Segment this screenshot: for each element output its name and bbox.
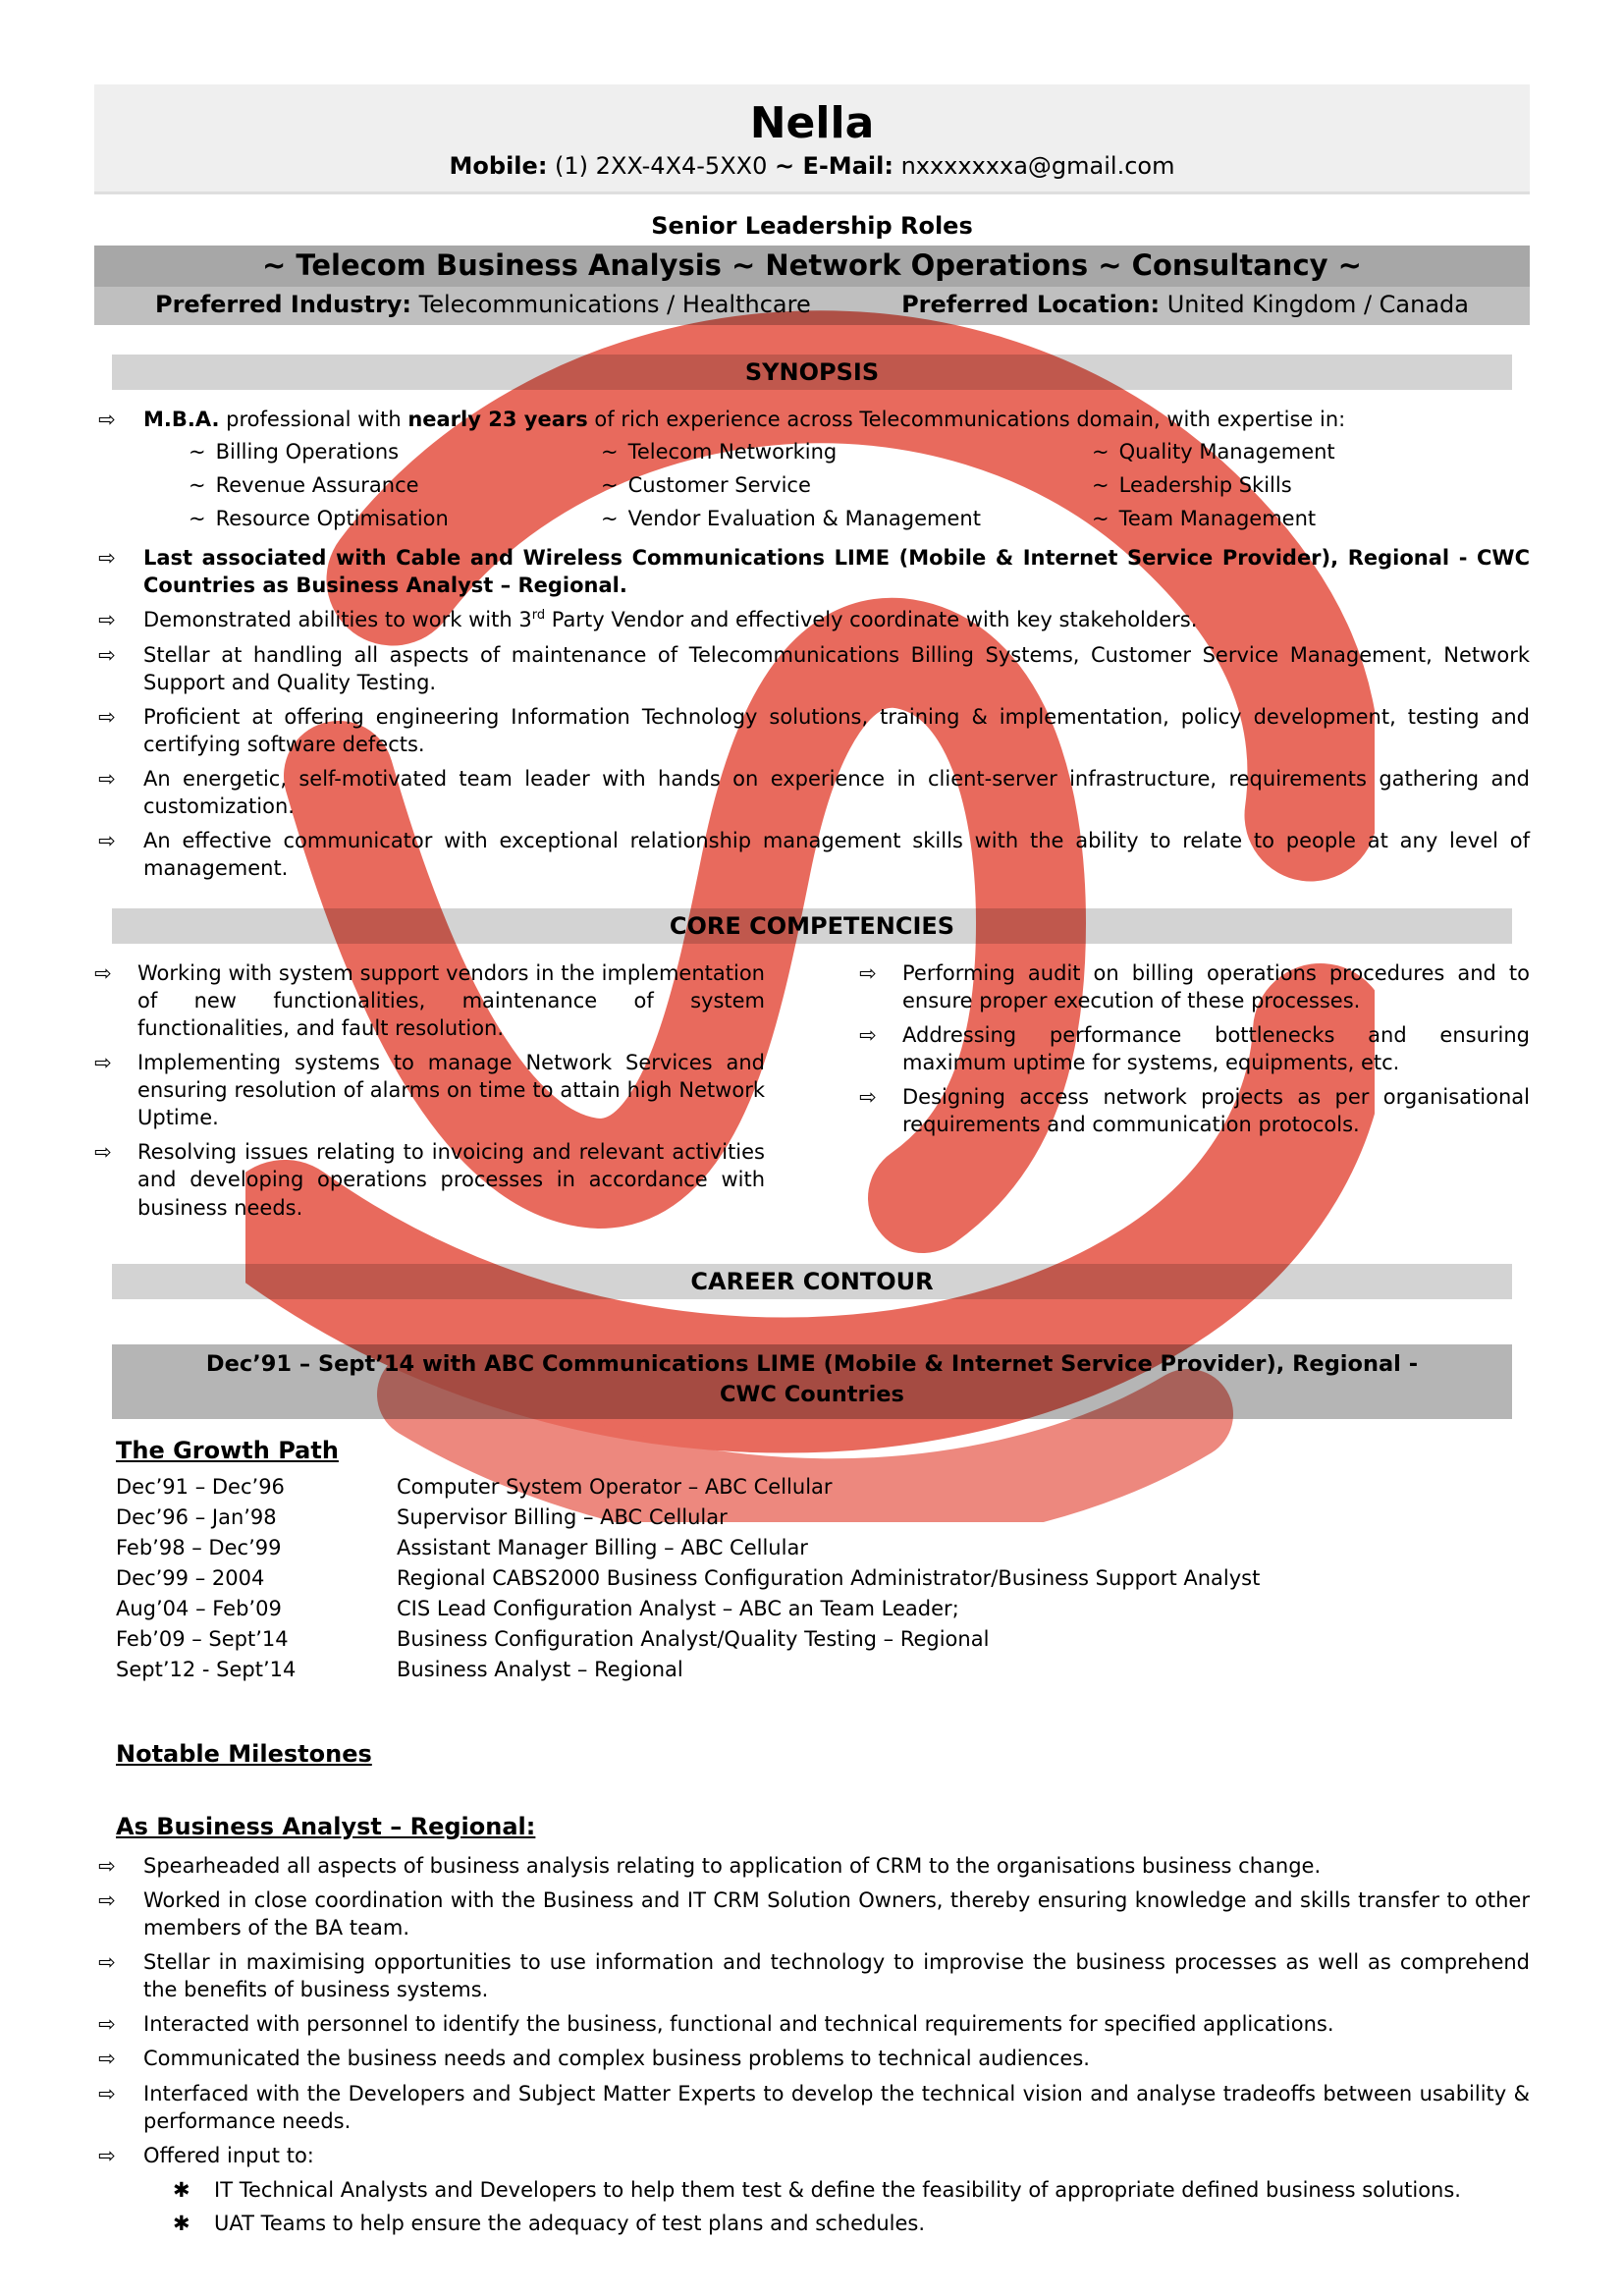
growth-row [116, 1533, 1530, 1563]
synopsis-intro-bullet [94, 406, 1530, 433]
arrow-bullet-icon: ⇨ [859, 1085, 877, 1109]
arrow-bullet-icon: ⇨ [98, 1887, 116, 1912]
preferred-industry-value: Telecommunications / Healthcare [411, 291, 811, 318]
preferred-industry-label: Preferred Industry: [155, 291, 412, 318]
career-contour-section-header: CAREER CONTOUR [112, 1264, 1512, 1299]
star-bullet-icon: ✱ [173, 2177, 190, 2202]
arrow-bullet-icon: ⇨ [98, 642, 116, 667]
intro-text-1: professional with [219, 408, 408, 431]
expertise-item [1092, 473, 1530, 497]
arrow-bullet-icon: ⇨ [98, 2081, 116, 2105]
synopsis-section-header: SYNOPSIS [112, 355, 1512, 390]
milestone-text: Interfaced with the Developers and Subject Matter Experts to develop the technical vision and analyse tradeoffs between usability & performance needs. [143, 2081, 1530, 2133]
arrow-bullet-icon: ⇨ [98, 546, 116, 571]
synopsis-bullet-text: Stellar at handling all aspects of maintenance of Telecommunications Billing Systems, Customer Service Management, Network Support and Quality Testing. [143, 642, 1530, 694]
growth-role: Supervisor Billing – ABC Cellular [397, 1504, 728, 1529]
growth-row [116, 1655, 1530, 1685]
expertise-label: Resource Optimisation [215, 507, 449, 531]
expertise-item [189, 507, 601, 530]
arrow-bullet-icon: ⇨ [98, 408, 116, 431]
milestone-text: Spearheaded all aspects of business analysis relating to application of CRM to the organisations business change. [143, 1853, 1322, 1878]
tilde-bullet: ~ [601, 507, 619, 531]
milestone-bullet [94, 1886, 1530, 1941]
core-bullet [94, 1049, 765, 1131]
growth-role: Business Analyst – Regional [397, 1657, 683, 1681]
synopsis-lead-text: Last associated with Cable and Wireless Communications LIME (Mobile & Internet Service Provider), Regional - CWC Countries as Business Analyst – Regional. [143, 546, 1530, 598]
milestone-bullet [94, 2080, 1530, 2135]
growth-period: Aug’04 – Feb’09 [116, 1596, 282, 1620]
mobile-label: Mobile: [449, 152, 548, 180]
core-bullet [859, 1021, 1530, 1076]
milestone-text: Stellar in maximising opportunities to use information and technology to improvise the business processes as well as comprehend the benefits of business systems. [143, 1950, 1530, 2002]
mobile-value: (1) 2XX-4X4-5XX0 [547, 152, 775, 180]
expertise-item [601, 507, 1092, 530]
milestone-bullet [94, 2045, 1530, 2072]
synopsis-bullet [94, 703, 1530, 758]
arrow-bullet-icon: ⇨ [98, 2047, 116, 2071]
expertise-label: Vendor Evaluation & Management [627, 507, 981, 531]
growth-period: Dec’91 – Dec’96 [116, 1474, 285, 1499]
tilde-bullet: ~ [601, 473, 619, 498]
synopsis-bullet [94, 827, 1530, 882]
expertise-label: Telecom Networking [627, 440, 838, 465]
milestone-bullet [94, 1948, 1530, 2003]
synopsis-bullet [94, 544, 1530, 599]
contact-separator: ~ [774, 152, 795, 180]
synopsis-bullet [94, 765, 1530, 820]
arrow-bullet-icon: ⇨ [94, 1140, 112, 1165]
growth-role: Business Configuration Analyst/Quality Testing – Regional [397, 1626, 990, 1651]
arrow-bullet-icon: ⇨ [98, 2143, 116, 2167]
expertise-item [601, 440, 1092, 464]
title-banner: ~ Telecom Business Analysis ~ Network Operations ~ Consultancy ~ [94, 246, 1530, 287]
growth-row [116, 1563, 1530, 1594]
tilde-bullet: ~ [189, 473, 206, 498]
business-analyst-role-heading: As Business Analyst – Regional: [116, 1812, 536, 1840]
growth-row [116, 1503, 1530, 1533]
tilde-bullet: ~ [601, 440, 619, 465]
synopsis-vendor-text [143, 606, 1530, 633]
growth-role: Computer System Operator – ABC Cellular [397, 1474, 833, 1499]
arrow-bullet-icon: ⇨ [98, 767, 116, 791]
expertise-label: Quality Management [1118, 440, 1335, 465]
career-company-banner: Dec’91 – Sept’14 with ABC Communications LIME (Mobile & Internet Service Provider), Regional - CWC Countries [112, 1344, 1512, 1419]
expertise-label: Revenue Assurance [215, 473, 419, 498]
preferred-location [901, 291, 1469, 318]
expertise-grid [94, 440, 1530, 530]
growth-role: Assistant Manager Billing – ABC Cellular [397, 1535, 808, 1559]
growth-path-heading: The Growth Path [116, 1436, 339, 1464]
core-bullet-text: Designing access network projects as per organisational requirements and communication protocols. [902, 1085, 1530, 1137]
core-right-column [859, 959, 1530, 1229]
tilde-bullet: ~ [1092, 440, 1110, 465]
star-bullet-icon: ✱ [173, 2212, 190, 2235]
growth-period: Dec’99 – 2004 [116, 1565, 265, 1590]
milestone-bullet [94, 2010, 1530, 2038]
core-bullet-text: Working with system support vendors in the implementation of new functionalities, maintenance of system functionalities, and fault resolution. [137, 960, 765, 1040]
intro-mba: M.B.A. [143, 408, 220, 431]
arrow-bullet-icon: ⇨ [859, 1022, 877, 1047]
milestone-sub-bullet [173, 2176, 1530, 2204]
milestone-sub-text: IT Technical Analysts and Developers to help them test & define the feasibility of appropriate defined business solutions. [214, 2177, 1461, 2202]
growth-period: Dec’96 – Jan’98 [116, 1504, 277, 1529]
milestone-sub-text: UAT Teams to help ensure the adequacy of test plans and schedules. [214, 2212, 926, 2235]
milestone-text: Worked in close coordination with the Business and IT CRM Solution Owners, thereby ensuring knowledge and skills transfer to other members of the BA team. [143, 1887, 1530, 1940]
synopsis-bullet [94, 641, 1530, 696]
tilde-bullet: ~ [189, 440, 206, 465]
expertise-item [601, 473, 1092, 497]
vendor-pre: Demonstrated abilities to work with 3 [143, 608, 532, 632]
arrow-bullet-icon: ⇨ [859, 960, 877, 985]
arrow-bullet-icon: ⇨ [94, 960, 112, 985]
growth-row [116, 1624, 1530, 1655]
email-value: nxxxxxxxa@gmail.com [893, 152, 1175, 180]
core-competencies-section-header: CORE COMPETENCIES [112, 908, 1512, 944]
arrow-bullet-icon: ⇨ [98, 1950, 116, 1974]
intro-text-2: of rich experience across Telecommunications domain, with expertise in: [587, 408, 1346, 431]
growth-path-table [116, 1472, 1530, 1685]
core-bullet [859, 959, 1530, 1014]
growth-role: Regional CABS2000 Business Configuration Administrator/Business Support Analyst [397, 1565, 1261, 1590]
notable-milestones-heading: Notable Milestones [116, 1739, 372, 1768]
vendor-sup: rd [531, 608, 546, 624]
contact-line [94, 152, 1530, 180]
expertise-label: Billing Operations [215, 440, 400, 465]
intro-years: nearly 23 years [407, 408, 588, 431]
email-label: E-Mail: [794, 152, 893, 180]
expertise-item [189, 440, 601, 464]
growth-period: Feb’98 – Dec’99 [116, 1535, 282, 1559]
header-divider [94, 191, 1530, 194]
milestone-sub-bullet [173, 2210, 1530, 2237]
core-left-column [94, 959, 765, 1229]
milestone-text: Interacted with personnel to identify the business, functional and technical requirements for specified applications. [143, 2012, 1334, 2037]
core-bullet [859, 1083, 1530, 1138]
expertise-item [189, 473, 601, 497]
preferred-location-label: Preferred Location: [901, 291, 1161, 318]
growth-role: CIS Lead Configuration Analyst – ABC an Team Leader; [397, 1596, 959, 1620]
preferred-location-value: United Kingdom / Canada [1160, 291, 1469, 318]
growth-period: Sept’12 - Sept’14 [116, 1657, 297, 1681]
milestone-text: Offered input to: [143, 2143, 314, 2167]
candidate-name: Nella [749, 98, 875, 148]
synopsis-bullet [94, 606, 1530, 633]
expertise-item [1092, 507, 1530, 530]
synopsis-bullet-text: Proficient at offering engineering Information Technology solutions, training & implementation, policy development, testing and certifying software defects. [143, 704, 1530, 756]
arrow-bullet-icon: ⇨ [98, 704, 116, 729]
vendor-post: Party Vendor and effectively coordinate with key stakeholders. [545, 608, 1198, 632]
core-bullet-text: Performing audit on billing operations procedures and to ensure proper execution of these processes. [902, 960, 1530, 1012]
core-bullet-text: Addressing performance bottlenecks and ensuring maximum uptime for systems, equipments, etc. [902, 1022, 1530, 1074]
arrow-bullet-icon: ⇨ [98, 2012, 116, 2037]
core-bullet [94, 959, 765, 1042]
preferred-row [94, 287, 1530, 325]
milestone-bullet [94, 1852, 1530, 1880]
preferred-industry [155, 291, 811, 318]
growth-row [116, 1472, 1530, 1503]
core-competencies-columns [94, 959, 1530, 1229]
expertise-label: Customer Service [627, 473, 811, 498]
milestone-text: Communicated the business needs and complex business problems to technical audiences. [143, 2047, 1090, 2071]
core-bullet-text: Resolving issues relating to invoicing and relevant activities and developing operations processes in accordance with business needs. [137, 1140, 765, 1220]
header [94, 84, 1530, 191]
tilde-bullet: ~ [1092, 507, 1110, 531]
synopsis-bullet-text: An energetic, self-motivated team leader with hands on experience in client-server infrastructure, requirements gathering and customization. [143, 767, 1530, 819]
arrow-bullet-icon: ⇨ [98, 608, 116, 632]
core-bullet-text: Implementing systems to manage Network Services and ensuring resolution of alarms on time to attain high Network Uptime. [137, 1050, 765, 1130]
expertise-label: Leadership Skills [1118, 473, 1292, 498]
synopsis-intro-text [143, 406, 1530, 433]
tilde-bullet: ~ [1092, 473, 1110, 498]
growth-row [116, 1594, 1530, 1624]
core-bullet [94, 1138, 765, 1221]
synopsis-bullet-text: An effective communicator with exceptional relationship management skills with the ability to relate to people at any level of management. [143, 829, 1530, 881]
expertise-item [1092, 440, 1530, 464]
tilde-bullet: ~ [189, 507, 206, 531]
growth-period: Feb’09 – Sept’14 [116, 1626, 289, 1651]
milestone-bullet [94, 2142, 1530, 2169]
expertise-label: Team Management [1118, 507, 1317, 531]
roles-heading: Senior Leadership Roles [651, 212, 973, 240]
arrow-bullet-icon: ⇨ [98, 829, 116, 853]
arrow-bullet-icon: ⇨ [94, 1050, 112, 1074]
arrow-bullet-icon: ⇨ [98, 1853, 116, 1878]
